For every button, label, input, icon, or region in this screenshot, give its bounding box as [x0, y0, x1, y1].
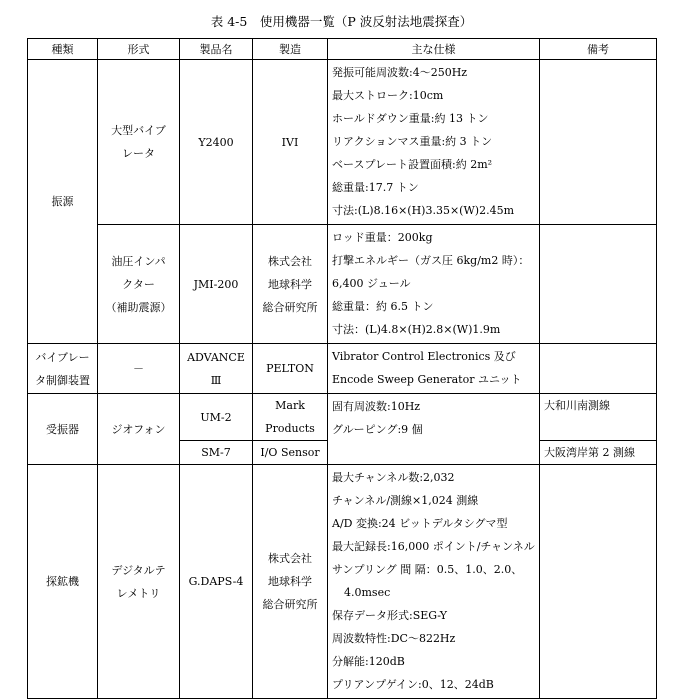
equipment-table	[27, 38, 657, 699]
table-title: 表 4-5 使用機器一覧（P 波反射法地震探査）	[210, 14, 473, 29]
form-cell: 大型バイブ レータ	[98, 60, 180, 225]
table-row	[28, 394, 657, 441]
product-cell: JMI-200	[180, 225, 253, 344]
notes-cell	[540, 344, 657, 394]
specs-cell: 発振可能周波数:4～250Hz 最大ストローク:10cm ホールドダウン重量:約 13 トン リアクションマス重量:約 3 トン ベースプレート設置面積:約 2m² 総重量:17.7 トン 寸法:(L)8.16×(H)3.35×(W)2.45m	[328, 60, 540, 225]
maker-cell: 株式会社 地球科学 総合研究所	[253, 465, 328, 699]
product-cell: G.DAPS-4	[180, 465, 253, 699]
header-kind: 種類	[28, 39, 98, 60]
notes-cell: 大和川南測線	[540, 394, 657, 441]
header-product: 製品名	[180, 39, 253, 60]
table-row	[28, 225, 657, 344]
table-row	[28, 344, 657, 394]
header-form: 形式	[98, 39, 180, 60]
notes-cell	[540, 225, 657, 344]
specs-cell: Vibrator Control Electronics 及び Encode Sweep Generator ユニット	[328, 344, 540, 394]
notes-cell	[540, 465, 657, 699]
header-specs: 主な仕様	[328, 39, 540, 60]
kind-cell: 受振器	[28, 394, 98, 465]
kind-cell: バイブレー タ制御装置	[28, 344, 98, 394]
header-maker: 製造	[253, 39, 328, 60]
product-cell: ADVANCE Ⅲ	[180, 344, 253, 394]
kind-cell: 探鉱機	[28, 465, 98, 699]
maker-cell: I/O Sensor	[253, 441, 328, 465]
form-cell: デジタルテ レメトリ	[98, 465, 180, 699]
product-cell: UM-2	[180, 394, 253, 441]
specs-cell: 最大チャンネル数:2,032 チャンネル/測線×1,024 測線 A/D 変換:24 ビットデルタシグマ型 最大記録長:16,000 ポイント/チャンネル サンプリング 間 隔：0.5、1.0、2.0、 4.0msec 保存データ形式:SEG-Y 周波数特性:DC～822Hz 分解能:120dB プリアンプゲイン:0、12、24dB	[328, 465, 540, 699]
form-cell: －	[98, 344, 180, 394]
form-cell: ジオフォン	[98, 394, 180, 465]
maker-cell: IVI	[253, 60, 328, 225]
kind-cell: 振源	[28, 60, 98, 344]
form-cell: 油圧インパ クター （補助震源）	[98, 225, 180, 344]
header-row	[28, 39, 657, 60]
product-cell: Y2400	[180, 60, 253, 225]
product-cell: SM-7	[180, 441, 253, 465]
table-row	[28, 60, 657, 225]
notes-cell	[540, 60, 657, 225]
specs-cell: ロッド重量：200kg 打撃エネルギー（ガス圧 6kg/m2 時）： 6,400 ジュール 総重量：約 6.5 トン 寸法：(L)4.8×(H)2.8×(W)1.9m	[328, 225, 540, 344]
maker-cell: PELTON	[253, 344, 328, 394]
notes-cell: 大阪湾岸第 2 測線	[540, 441, 657, 465]
maker-cell: 株式会社 地球科学 総合研究所	[253, 225, 328, 344]
maker-cell: Mark Products	[253, 394, 328, 441]
table-row	[28, 465, 657, 699]
specs-cell: 固有周波数:10Hz グルーピング:9 個	[328, 394, 540, 465]
header-notes: 備考	[540, 39, 657, 60]
